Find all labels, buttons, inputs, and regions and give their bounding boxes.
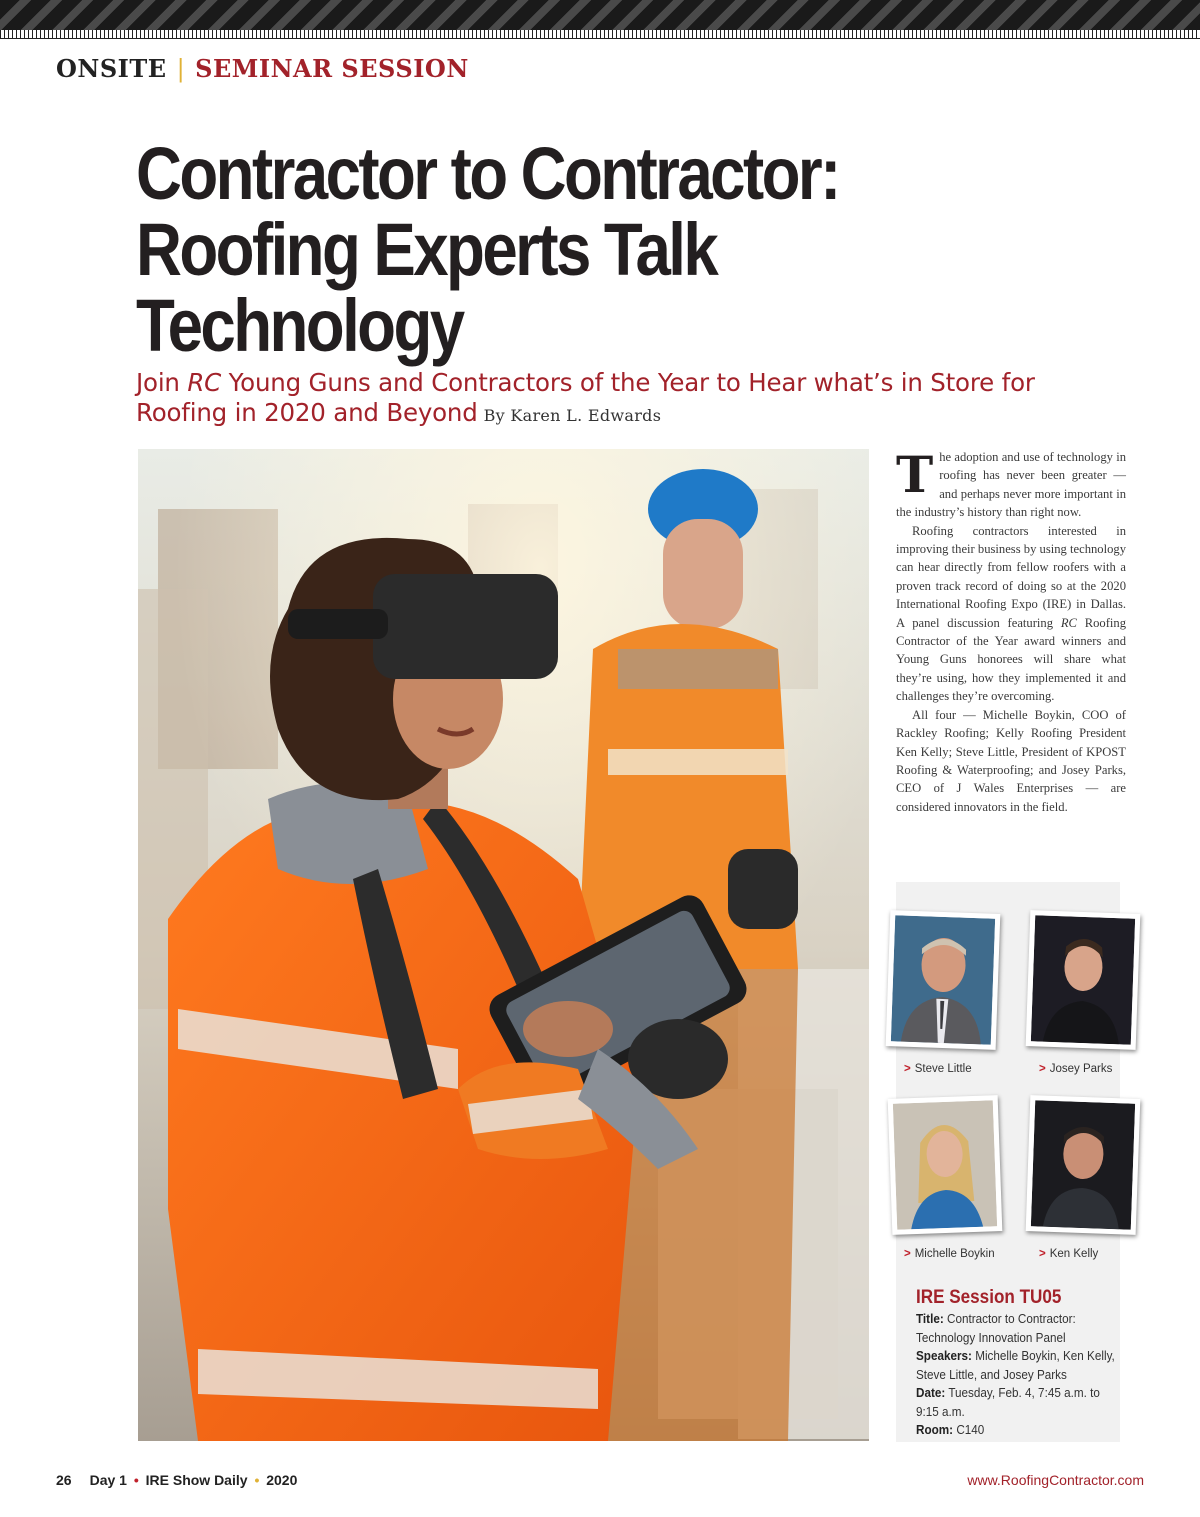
section-label [56, 54, 469, 83]
caption-ken-kelly [1039, 1248, 1098, 1260]
caption-josey-parks [1039, 1063, 1112, 1075]
headline-line-2: Roofing Experts Talk [136, 208, 717, 291]
headshot-steve-little [886, 910, 1001, 1050]
main-photo [138, 449, 869, 1441]
caption-michelle-boykin [904, 1248, 995, 1260]
caption-arrow-icon: > [904, 1063, 911, 1075]
session-room-value: C140 [956, 1422, 985, 1437]
session-date-label: Date: [916, 1385, 946, 1400]
article-body [896, 445, 1126, 816]
caption-name: Michelle Boykin [914, 1248, 995, 1260]
footer-dot-1: • [133, 1472, 139, 1488]
session-room-label: Room: [916, 1422, 954, 1437]
portrait-image [1031, 1100, 1135, 1229]
session-title-row [916, 1310, 1116, 1347]
article-headline [136, 132, 910, 367]
section-primary: ONSITE [56, 54, 167, 83]
headshot-ken-kelly [1026, 1095, 1141, 1235]
section-secondary: SEMINAR SESSION [195, 54, 469, 83]
caption-name: Steve Little [914, 1063, 972, 1075]
headshot-michelle-boykin [888, 1095, 1003, 1235]
page-number: 26 [56, 1472, 72, 1488]
caption-name: Josey Parks [1049, 1063, 1113, 1075]
session-speakers-label: Speakers: [916, 1348, 972, 1363]
caption-arrow-icon: > [1039, 1248, 1046, 1260]
caption-steve-little [904, 1063, 972, 1075]
footer-folio [56, 1472, 297, 1488]
footer-year: 2020 [266, 1472, 298, 1488]
footer-day: Day 1 [89, 1472, 127, 1488]
caption-name: Ken Kelly [1049, 1248, 1099, 1260]
footer-publication: IRE Show Daily [145, 1472, 248, 1488]
session-title-label: Title: [916, 1311, 944, 1326]
top-hatched-band [0, 0, 1200, 30]
paragraph-1 [896, 445, 1126, 522]
session-title-value: Contractor to Contractor: Technology Innovation Panel [916, 1311, 1076, 1345]
paragraph-2-rc: RC [1060, 615, 1077, 630]
headshot-josey-parks [1026, 910, 1141, 1050]
deck-rc: RC [187, 368, 222, 397]
headline-line-1: Contractor to Contractor: [136, 132, 839, 215]
caption-arrow-icon: > [1039, 1063, 1046, 1075]
session-title: IRE Session TU05 [916, 1287, 1062, 1308]
deck-part-2: Young Guns and Contractors of the Year to Hear what’s in Store for Roofing in 2020 and Beyond [136, 368, 1035, 427]
footer-dot-2: • [254, 1472, 260, 1488]
article-deck [136, 368, 1126, 431]
session-date-row [916, 1384, 1116, 1421]
session-speakers-value: Michelle Boykin, Ken Kelly, Steve Little, and Josey Parks [916, 1348, 1115, 1382]
session-speakers-row [916, 1347, 1116, 1384]
portrait-image [893, 1100, 997, 1229]
deck-part-1: Join [136, 368, 188, 397]
section-separator: | [176, 55, 186, 83]
paragraph-3: All four — Michelle Boykin, COO of Rackley Roofing; Kelly Roofing President Ken Kelly; Steve Little, President of KPOST Roofing & Waterproofing; and Josey Parks, CEO of J Wales Enterprises — are considered innovators in the field. [896, 707, 1126, 814]
session-date-value: Tuesday, Feb. 4, 7:45 a.m. to 9:15 a.m. [916, 1385, 1100, 1419]
portrait-image [891, 915, 995, 1044]
paragraph-2 [896, 522, 1126, 706]
drop-cap: T [896, 445, 934, 504]
headline-line-3: Technology [136, 284, 463, 367]
byline: By Karen L. Edwards [483, 406, 662, 425]
paragraph-1-text: he adoption and use of technology in roofing has never been greater — and perhaps never more important in the industry’s history than right now. [896, 450, 1126, 520]
caption-arrow-icon: > [904, 1248, 911, 1260]
session-info-box [916, 1286, 1116, 1440]
paragraph-2-text-a: Roofing contractors interested in improving their business by using technology can hear directly from fellow roofers with a proven track record of doing so at the 2020 International Roofing Expo (IRE) in Dallas. A panel discussion featuring [896, 523, 1126, 630]
footer-website-link[interactable]: www.RoofingContractor.com [967, 1472, 1144, 1488]
session-room-row [916, 1421, 1116, 1440]
top-ruler-strip [0, 30, 1200, 39]
portrait-image [1031, 915, 1135, 1044]
paragraph-2-text-b: Roofing Contractor of the Year award winners and Young Guns honorees will share what they’re using, how they implemented it and challenges they’re overcoming. [896, 615, 1126, 704]
